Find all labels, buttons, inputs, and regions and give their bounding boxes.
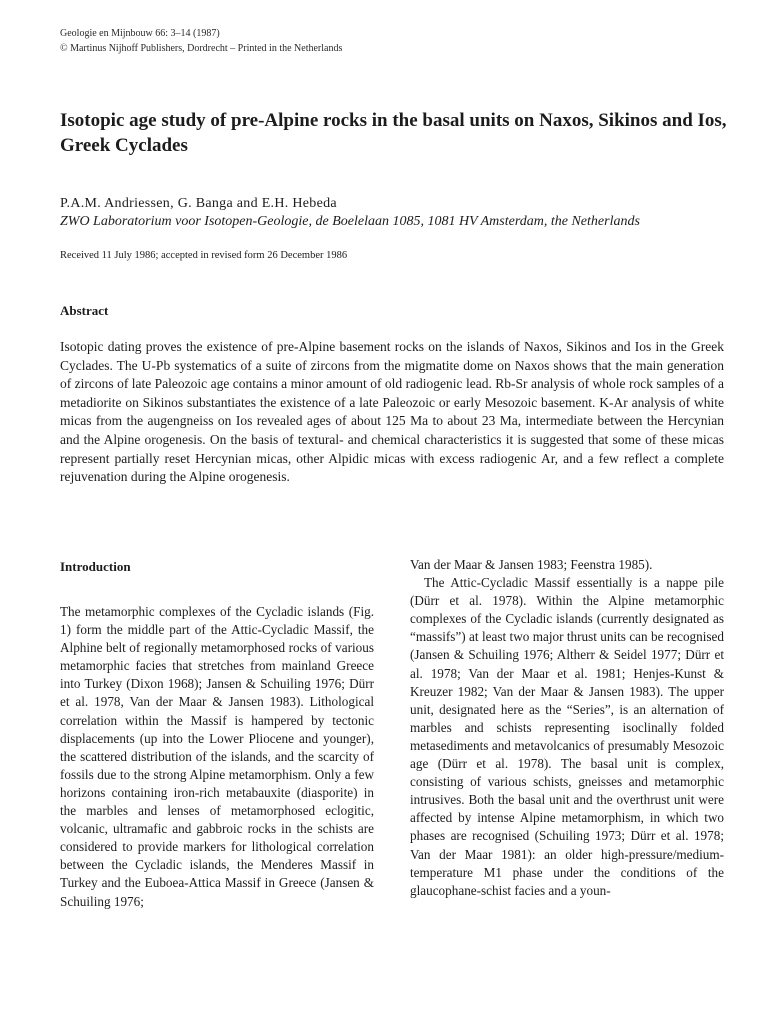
abstract-text: Isotopic dating proves the existence of pre-Alpine basement rocks on the islands of Naxos, Sikinos and Ios in the Greek Cyclades. The U-Pb systematics of a suite of zircons from the migmatite dome on Naxos shows that the main generation of zircons of late Paleozoic age contains a minor amount of old radiogenic lead. Rb-Sr analysis of whole rock samples of a metadiorite on Sikinos substantiates the existence of a late Paleozoic or early Mesozoic basement. K-Ar analysis of white micas from the augengneiss on Ios revealed ages of about 125 Ma to about 23 Ma, intermediate between the Hercynian and the Alpine orogenesis. On the basis of textural- and chemical characteristics it is suggested that some of these micas represent partially reset Hercynian micas, other Alpidic micas with excess radiogenic Ar, and a few reflect a complete rejuvenation during the Alpine orogenesis.: [60, 339, 724, 485]
received-date: Received 11 July 1986; accepted in revised form 26 December 1986: [60, 250, 348, 261]
author-list: P.A.M. Andriessen, G. Banga and E.H. Hebeda: [60, 196, 337, 211]
right-column: [410, 556, 724, 900]
introduction-heading: Introduction: [60, 559, 131, 574]
abstract-heading: Abstract: [60, 303, 109, 318]
article-title: Isotopic age study of pre-Alpine rocks in the basal units on Naxos, Sikinos and Ios, Greek Cyclades: [60, 110, 727, 156]
journal-citation: Geologie en Mijnbouw 66: 3–14 (1987): [60, 28, 220, 39]
introduction-continuation: Van der Maar & Jansen 1983; Feenstra 1985).: [410, 557, 653, 572]
introduction-paragraph-1: The metamorphic complexes of the Cycladic islands (Fig. 1) form the middle part of the Attic-Cycladic Massif, the Alphine belt of regionally metamorphosed rocks of various metamorphic facies that stretches from mainland Greece into Turkey (Dixon 1968); Jansen & Schuiling 1976; Dürr et al. 1978, Van der Maar & Jansen 1983). Lithological correlation within the Massif is hampered by tectonic displacements (up into the Lower Pliocene and younger), the scattered distribution of the islands, and the scarcity of fossils due to the strong Alpine metamorphism. Only a few horizons containing iron-rich metabauxite (diasporite) in the marbles and lenses of metamorphosed eclogitic, volcanic, ultramafic and gabbroic rocks in the schists are considered to provide markers for lithological correlation between the Cycladic islands, the Menderes Massif in Turkey and the Euboea-Attica Massif in Greece (Jansen & Schuiling 1976;: [60, 604, 374, 909]
journal-header: [60, 26, 342, 56]
introduction-paragraph-2: The Attic-Cycladic Massif essentially is a nappe pile (Dürr et al. 1978). Within the Alpine metamorphic complexes of the Cycladic islands (currently designated as “massifs”) at least two major thrust units can be recognised (Jansen & Schuiling 1976; Altherr & Seidel 1977; Dürr et al. 1978; Van der Maar et al. 1981; Henjes-Kunst & Kreuzer 1982; Van der Maar & Jansen 1983). The upper unit, designated here as the “Series”, is an alternation of marbles and schists representing isoclinally folded metasediments and metavolcanics of presumably Mesozoic age (Dürr et al. 1978). The basal unit is complex, consisting of various schists, gneisses and metamorphic intrusives. Both the basal unit and the overthrust unit were affected by intense Alpine metamorphism, in which two phases are recognised (Schuiling 1973; Dürr et al. 1978; Van der Maar 1981): an older high-pressure/medium-temperature M1 phase under the conditions of the glaucophane-schist facies and a youn-: [410, 575, 724, 898]
publisher-line: © Martinus Nijhoff Publishers, Dordrecht – Printed in the Netherlands: [60, 43, 343, 54]
author-affiliation: ZWO Laboratorium voor Isotopen-Geologie, de Boelelaan 1085, 1081 HV Amsterdam, the Netherlands: [60, 214, 640, 229]
left-column: [60, 556, 374, 911]
